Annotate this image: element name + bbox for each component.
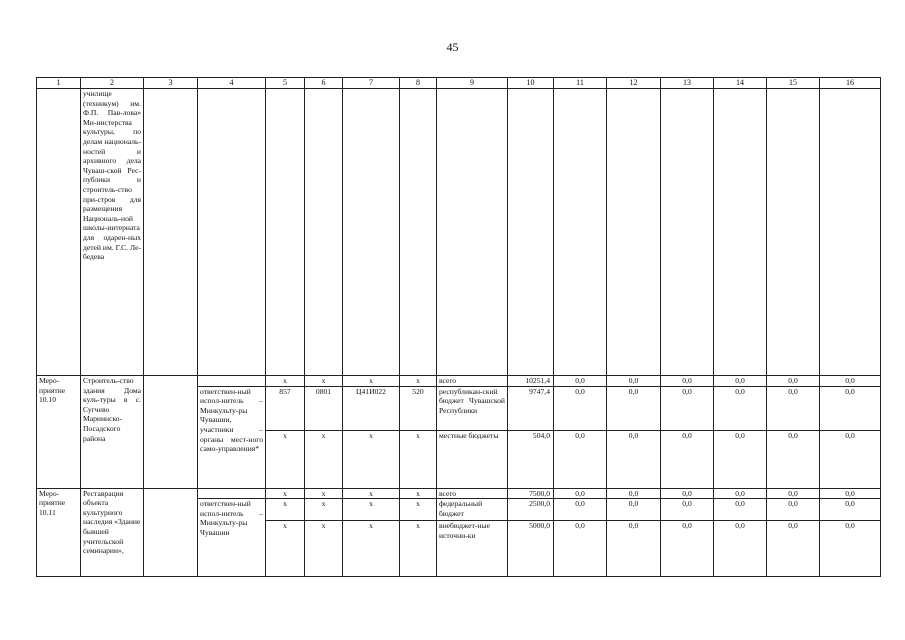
value-cell: 0,0	[820, 430, 881, 488]
value-cell: 0,0	[661, 521, 714, 577]
source-cell: местные бюджеты	[437, 430, 508, 488]
measure-description: Реставрация объекта культурного наследия «Здание бывшей учительской семинарии»,	[81, 488, 144, 577]
value-cell: 0,0	[714, 386, 767, 430]
header-cell: 14	[714, 78, 767, 89]
value-cell: 0,0	[714, 430, 767, 488]
cell: x	[305, 430, 343, 488]
cell: x	[400, 376, 437, 387]
header-cell: 11	[554, 78, 607, 89]
cell: x	[400, 499, 437, 521]
amount-cell: 7500,0	[508, 488, 554, 499]
source-cell: внебюджет-ные источни-ки	[437, 521, 508, 577]
value-cell: 0,0	[767, 488, 820, 499]
executor-cell: ответствен-ный испол-нитель – Минкульту-ры Чувашии, участники – органы мест-ного само-управления*	[198, 386, 266, 488]
cell: x	[266, 499, 305, 521]
cell: x	[266, 488, 305, 499]
cell: Ц41И022	[343, 386, 400, 430]
value-cell: 0,0	[661, 430, 714, 488]
value-cell: 0,0	[767, 499, 820, 521]
source-cell: республикан-ский бюджет Чувашской Республики	[437, 386, 508, 430]
cell: x	[343, 430, 400, 488]
header-cell: 5	[266, 78, 305, 89]
table-row	[37, 488, 881, 499]
measure-description: училище (техникум) им. Ф.П. Пав-лова» Ми-нистерства культуры, по делам националь-ностей и архивного дела Чуваш-ской Рес-публики и строитель-ство при-строя для размещения Националь-ной школы-интерната для одарен-ных детей им. Г.С. Ле-бедева	[81, 89, 144, 376]
value-cell: 0,0	[661, 376, 714, 387]
cell: x	[266, 521, 305, 577]
value-cell: 0,0	[607, 386, 661, 430]
value-cell: 0,0	[767, 430, 820, 488]
amount-cell: 10251,4	[508, 376, 554, 387]
header-cell: 1	[37, 78, 81, 89]
source-cell: всего	[437, 376, 508, 387]
value-cell: 0,0	[767, 521, 820, 577]
cell: x	[305, 521, 343, 577]
table-row	[37, 376, 881, 387]
value-cell: 0,0	[661, 386, 714, 430]
cell: x	[305, 488, 343, 499]
header-cell: 16	[820, 78, 881, 89]
value-cell: 0,0	[714, 499, 767, 521]
header-cell: 7	[343, 78, 400, 89]
page-number: 45	[446, 40, 459, 54]
table-row	[37, 89, 881, 376]
header-cell: 13	[661, 78, 714, 89]
cell: 520	[400, 386, 437, 430]
value-cell: 0,0	[661, 499, 714, 521]
value-cell: 0,0	[554, 376, 607, 387]
cell: x	[343, 499, 400, 521]
cell: x	[343, 488, 400, 499]
cell: x	[305, 499, 343, 521]
value-cell: 0,0	[607, 376, 661, 387]
program-table	[36, 77, 881, 577]
header-row	[37, 78, 881, 89]
executor-cell: ответствен-ный испол-нитель – Минкульту-ры Чувашии	[198, 499, 266, 577]
cell: x	[266, 376, 305, 387]
value-cell: 0,0	[554, 488, 607, 499]
value-cell: 0,0	[554, 430, 607, 488]
value-cell: 0,0	[607, 499, 661, 521]
header-cell: 9	[437, 78, 508, 89]
value-cell: 0,0	[820, 386, 881, 430]
value-cell: 0,0	[767, 376, 820, 387]
value-cell: 0,0	[714, 488, 767, 499]
amount-cell: 9747,4	[508, 386, 554, 430]
header-cell: 8	[400, 78, 437, 89]
value-cell: 0,0	[607, 488, 661, 499]
value-cell: 0,0	[554, 499, 607, 521]
value-cell: 0,0	[820, 521, 881, 577]
header-cell: 6	[305, 78, 343, 89]
source-cell: всего	[437, 488, 508, 499]
cell: x	[343, 376, 400, 387]
value-cell: 0,0	[607, 521, 661, 577]
amount-cell: 504,0	[508, 430, 554, 488]
cell: x	[400, 521, 437, 577]
cell: 0801	[305, 386, 343, 430]
header-cell: 2	[81, 78, 144, 89]
measure-number: Меро-приятие 10.11	[37, 488, 81, 577]
amount-cell: 2500,0	[508, 499, 554, 521]
source-cell: федеральный бюджет	[437, 499, 508, 521]
value-cell: 0,0	[714, 376, 767, 387]
header-cell: 10	[508, 78, 554, 89]
cell: x	[305, 376, 343, 387]
cell: x	[400, 430, 437, 488]
value-cell: 0,0	[554, 386, 607, 430]
cell: x	[266, 430, 305, 488]
measure-description: Строитель-ство здания Дома куль-туры в с. Сугчево Мариинско-Посадского района	[81, 376, 144, 489]
header-cell: 12	[607, 78, 661, 89]
cell: 857	[266, 386, 305, 430]
amount-cell: 5000,0	[508, 521, 554, 577]
value-cell: 0,0	[820, 376, 881, 387]
header-cell: 15	[767, 78, 820, 89]
cell: x	[400, 488, 437, 499]
header-cell: 3	[144, 78, 198, 89]
value-cell: 0,0	[767, 386, 820, 430]
value-cell: 0,0	[607, 430, 661, 488]
value-cell: 0,0	[714, 521, 767, 577]
value-cell: 0,0	[661, 488, 714, 499]
cell: x	[343, 521, 400, 577]
header-cell: 4	[198, 78, 266, 89]
value-cell: 0,0	[554, 521, 607, 577]
value-cell: 0,0	[820, 488, 881, 499]
value-cell: 0,0	[820, 499, 881, 521]
measure-number: Меро-приятие 10.10	[37, 376, 81, 489]
